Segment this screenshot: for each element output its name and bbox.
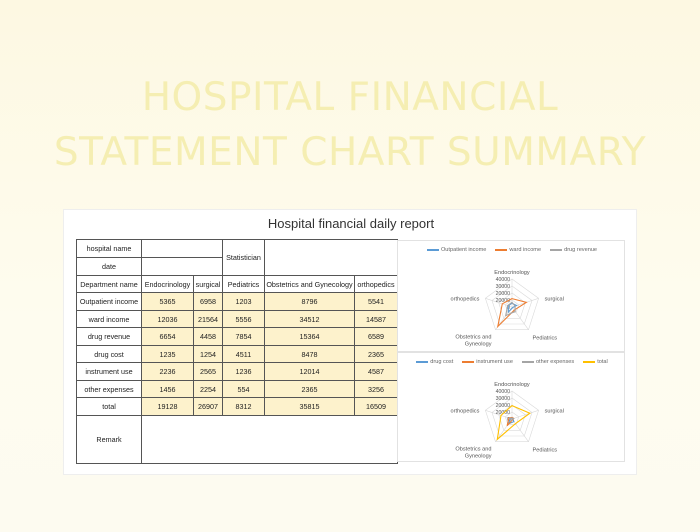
table-cell[interactable]: 1203 <box>223 293 265 311</box>
table-cell[interactable]: 8796 <box>265 293 355 311</box>
legend-label: other expenses <box>535 359 575 365</box>
table-cell[interactable]: 5365 <box>142 293 194 311</box>
table-cell[interactable]: 12014 <box>265 363 355 381</box>
table-cell[interactable]: 8312 <box>223 398 265 416</box>
radar-category-label-line: Obstetrics and <box>455 446 492 453</box>
radar-plot <box>398 255 626 353</box>
table-cell[interactable]: 34512 <box>265 311 355 328</box>
table-cell[interactable]: 2565 <box>194 363 223 381</box>
radar-category-label-line: Gyneology <box>464 453 492 460</box>
legend-swatch <box>550 249 562 250</box>
legend-item[interactable] <box>416 359 453 365</box>
radar-category-label-line: orthopedics <box>450 408 480 415</box>
hero-title-line-1: HOSPITAL FINANCIAL <box>141 75 559 120</box>
radar-tick-label: 40000 <box>495 389 510 395</box>
department-name-header: Department name <box>77 276 142 293</box>
radar-category-label-line: surgical <box>544 408 564 415</box>
legend-label: ward income <box>509 247 542 253</box>
legend-item[interactable] <box>462 359 513 365</box>
radar-category-label <box>494 270 530 276</box>
radar-category-label <box>494 382 530 388</box>
date-label: date <box>77 258 142 276</box>
radar-tick-label: 30000 <box>495 396 510 402</box>
table-cell[interactable]: 26907 <box>194 398 223 416</box>
radar-category-label <box>455 447 491 460</box>
radar-tick-label: 40000 <box>495 277 510 283</box>
table-cell[interactable]: 4458 <box>194 328 223 346</box>
legend-label: total <box>597 359 608 365</box>
table-cell[interactable]: 15364 <box>265 328 355 346</box>
radar-tick-label: 20000 <box>495 410 510 416</box>
hospital-name-label: hospital name <box>77 240 142 258</box>
radar-category-label-line: Gyneology <box>464 341 492 348</box>
table-row <box>77 293 398 311</box>
radar-tick-label: 0 <box>507 417 510 423</box>
table-cell[interactable]: 14587 <box>355 311 398 328</box>
table-cell[interactable]: 12036 <box>142 311 194 328</box>
radar-plot <box>398 367 626 463</box>
column-header: Endocrinology <box>142 276 194 293</box>
radar-chart-income <box>397 240 625 352</box>
radar-category-label-line: Endocrinology <box>494 382 530 388</box>
radar-category-label-line: surgical <box>544 296 564 303</box>
statistician-label: Statistician <box>223 240 265 276</box>
radar-category-label <box>533 448 558 454</box>
table-cell[interactable]: 6958 <box>194 293 223 311</box>
legend-swatch <box>427 249 439 250</box>
table-total-row <box>77 398 398 416</box>
row-label: other expenses <box>77 381 142 398</box>
legend-swatch <box>416 361 428 362</box>
radar-tick-label: 20000 <box>495 298 510 304</box>
legend-label: drug cost <box>430 359 454 365</box>
remark-value[interactable] <box>142 416 398 464</box>
legend-label: instrument use <box>476 359 513 365</box>
table-cell[interactable]: 1235 <box>142 346 194 363</box>
chart-legend <box>398 247 626 253</box>
radar-tick-label: 30000 <box>495 284 510 290</box>
legend-swatch <box>462 361 474 362</box>
report-title: Hospital financial daily report <box>267 216 435 231</box>
radar-category-label-line: Obstetrics and <box>455 334 492 341</box>
table-row <box>77 311 398 328</box>
table-cell[interactable]: 4587 <box>355 363 398 381</box>
table-cell[interactable]: 2254 <box>194 381 223 398</box>
row-label: total <box>77 398 142 416</box>
table-cell[interactable]: 21564 <box>194 311 223 328</box>
legend-label: drug revenue <box>564 247 598 253</box>
legend-item[interactable] <box>550 247 597 253</box>
table-cell[interactable]: 35815 <box>265 398 355 416</box>
table-cell[interactable]: 6589 <box>355 328 398 346</box>
radar-category-label-line: Endocrinology <box>494 270 530 276</box>
table-cell[interactable]: 8478 <box>265 346 355 363</box>
table-header-row <box>77 276 398 293</box>
hospital-name-value[interactable] <box>142 240 223 258</box>
legend-label: Outpatient income <box>440 247 487 253</box>
radar-tick-label: 20000 <box>495 403 510 409</box>
radar-category-label <box>545 296 564 302</box>
table-cell[interactable]: 5556 <box>223 311 265 328</box>
radar-tick-label: 20000 <box>495 291 510 297</box>
remark-label: Remark <box>77 416 142 464</box>
table-cell[interactable]: 19128 <box>142 398 194 416</box>
radar-category-label <box>450 408 479 414</box>
column-header: orthopedics <box>355 276 398 293</box>
table-cell[interactable]: 3256 <box>355 381 398 398</box>
radar-category-label <box>450 296 479 302</box>
row-label: instrument use <box>77 363 142 381</box>
table-row <box>77 328 398 346</box>
table-cell[interactable]: 2365 <box>265 381 355 398</box>
hero-title-line-2: STATEMENT CHART SUMMARY <box>53 130 647 175</box>
radar-category-label-line: orthopedics <box>450 296 480 303</box>
chart-legend <box>398 359 626 365</box>
hero-title <box>0 70 700 180</box>
table-cell[interactable]: 5541 <box>355 293 398 311</box>
financial-table <box>76 239 398 464</box>
table-row <box>77 381 398 398</box>
radar-category-label-line: Pediatrics <box>532 335 558 342</box>
table-row <box>77 346 398 363</box>
table-cell[interactable]: 1456 <box>142 381 194 398</box>
row-label: drug cost <box>77 346 142 363</box>
table-cell[interactable]: 1254 <box>194 346 223 363</box>
legend-item[interactable] <box>583 359 608 365</box>
statistician-value[interactable] <box>265 240 398 276</box>
date-value[interactable] <box>142 258 223 276</box>
radar-category-label <box>545 408 564 414</box>
report-card <box>63 209 637 475</box>
column-header: Obstetrics and Gynecology <box>265 276 355 293</box>
table-cell[interactable]: 6654 <box>142 328 194 346</box>
row-label: Outpatient income <box>77 293 142 311</box>
radar-category-label <box>455 335 491 348</box>
radar-category-label <box>533 336 558 342</box>
radar-category-label-line: Pediatrics <box>532 447 558 454</box>
legend-item[interactable] <box>427 247 486 253</box>
table-cell[interactable]: 7854 <box>223 328 265 346</box>
row-label: drug revenue <box>77 328 142 346</box>
table-cell[interactable]: 16509 <box>355 398 398 416</box>
table-row <box>77 240 398 258</box>
column-header: Pediatrics <box>223 276 265 293</box>
table-cell[interactable]: 554 <box>223 381 265 398</box>
table-row <box>77 416 398 464</box>
legend-swatch <box>495 249 507 250</box>
table-cell[interactable]: 4511 <box>223 346 265 363</box>
legend-swatch <box>522 361 534 362</box>
table-row <box>77 363 398 381</box>
legend-swatch <box>583 361 595 362</box>
table-cell[interactable]: 2365 <box>355 346 398 363</box>
row-label: ward income <box>77 311 142 328</box>
column-header: surgical <box>194 276 223 293</box>
legend-item[interactable] <box>522 359 574 365</box>
table-cell[interactable]: 1236 <box>223 363 265 381</box>
table-cell[interactable]: 2236 <box>142 363 194 381</box>
legend-item[interactable] <box>495 247 541 253</box>
radar-chart-expenses <box>397 352 625 462</box>
radar-tick-label: 0 <box>507 305 510 311</box>
